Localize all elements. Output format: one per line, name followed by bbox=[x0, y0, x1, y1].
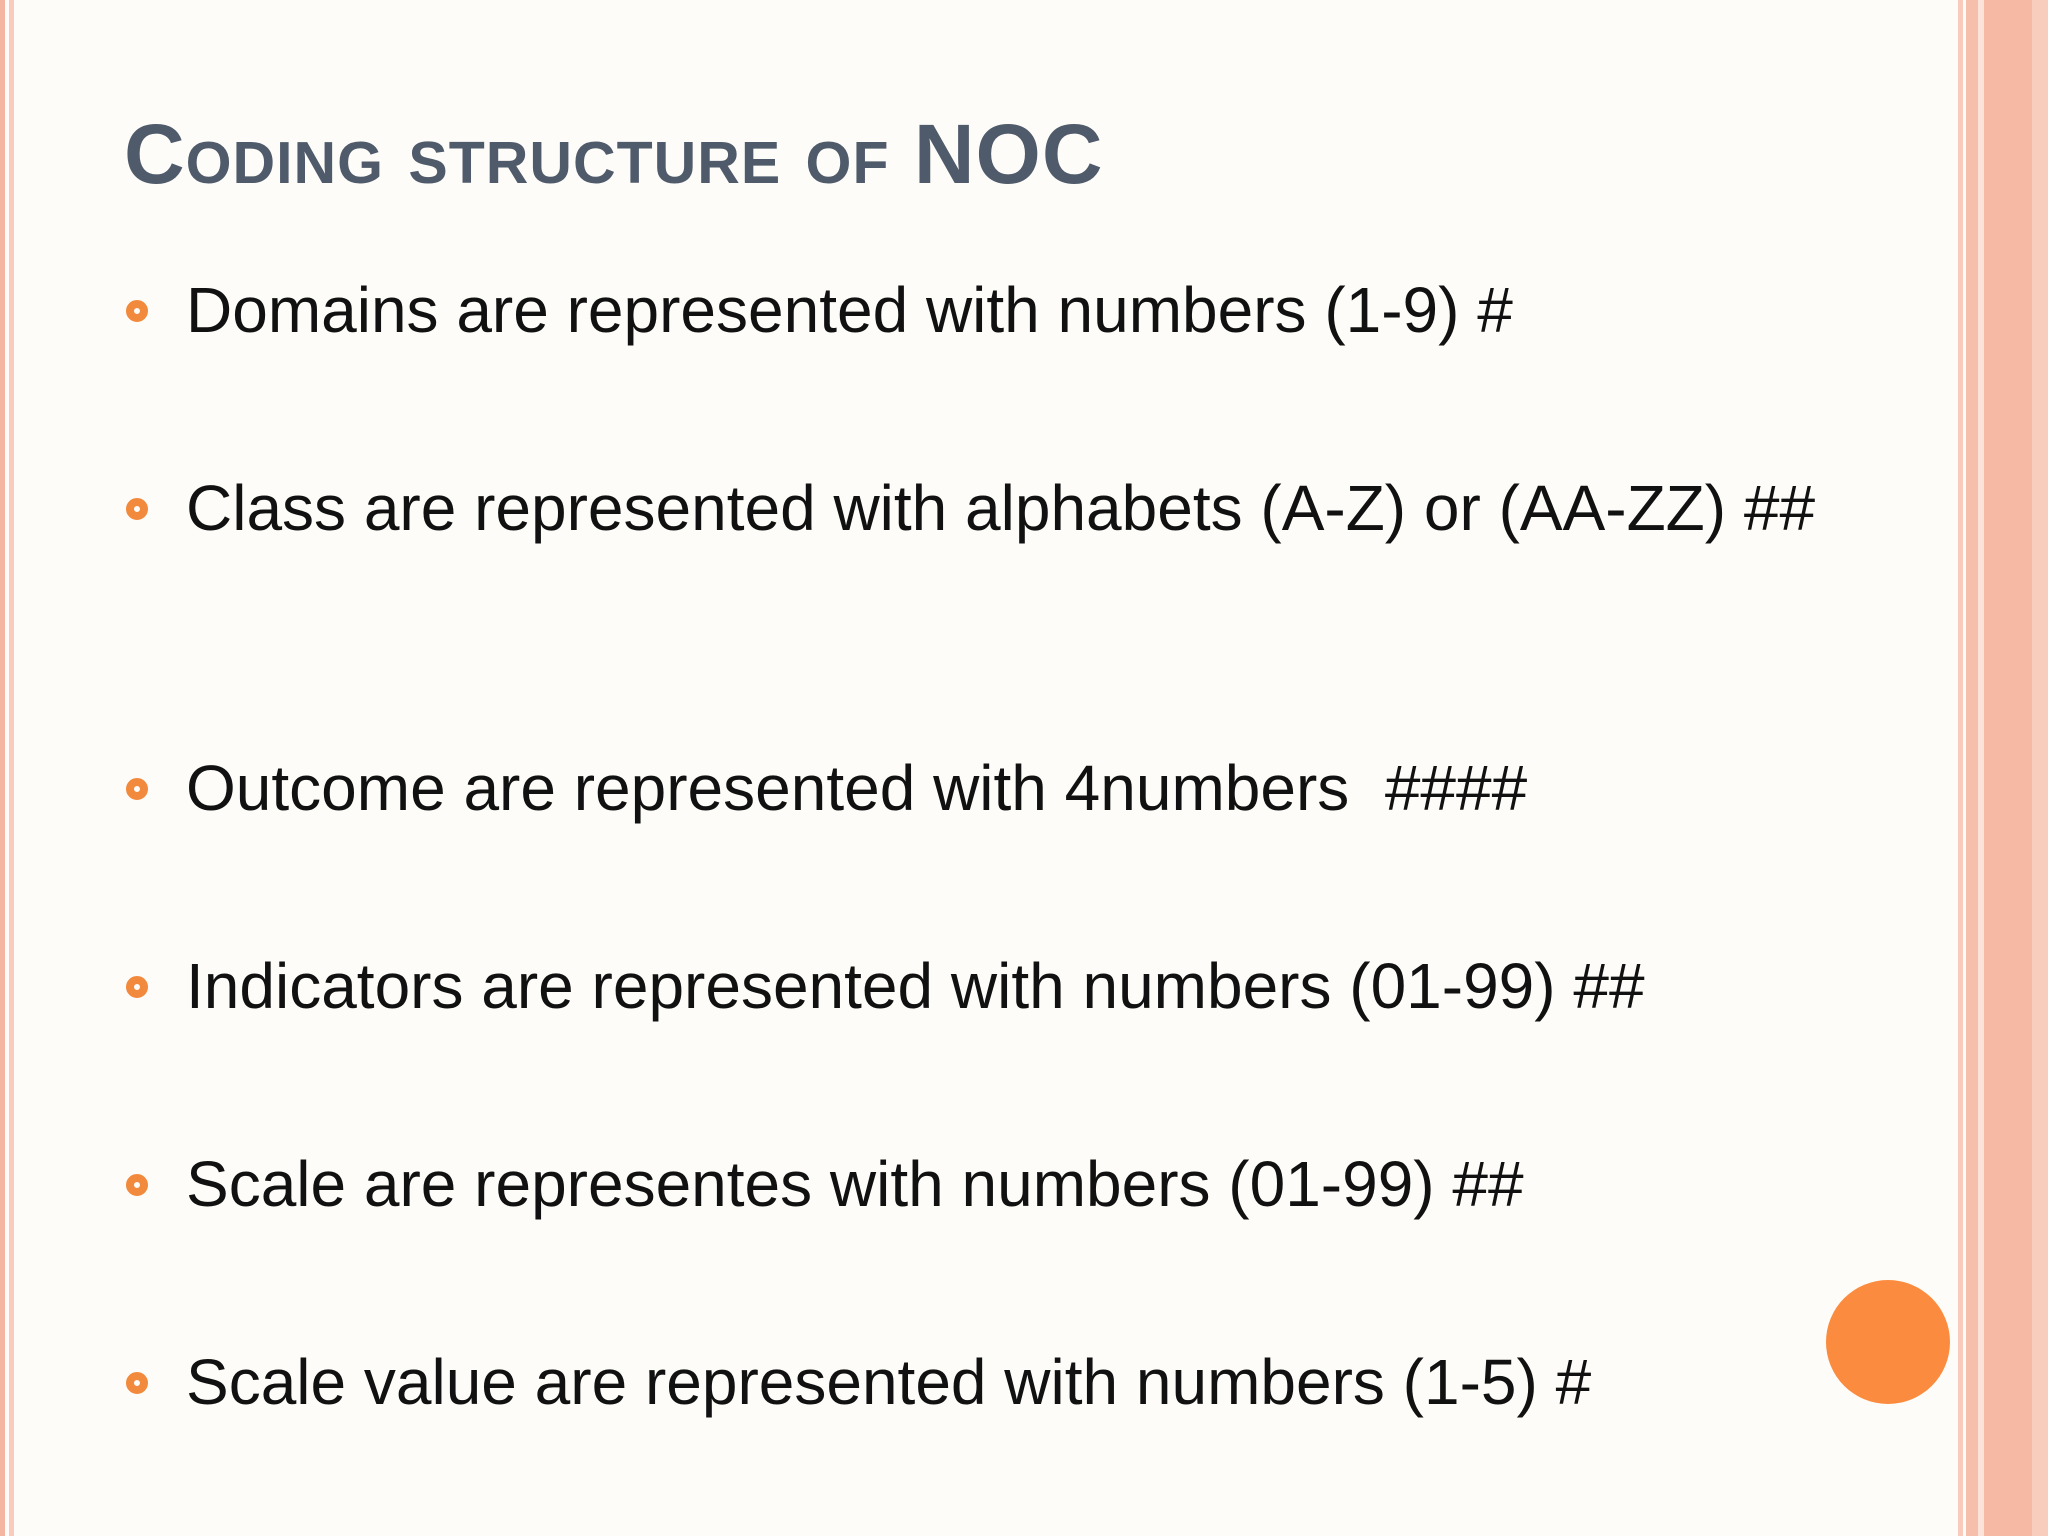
decorative-circle-icon bbox=[1826, 1280, 1950, 1404]
bullet-ring-icon bbox=[126, 1174, 148, 1196]
bullet-text: Scale value are represented with numbers (1-5) # bbox=[186, 1346, 1592, 1418]
bullet-ring-icon bbox=[126, 498, 148, 520]
bullet-ring-icon bbox=[126, 976, 148, 998]
bullet-text: Class are represented with alphabets (A-Z) or (AA-ZZ) ## bbox=[186, 472, 1816, 544]
bullet-ring-icon bbox=[126, 300, 148, 322]
bullet-text: Domains are represented with numbers (1-9) # bbox=[186, 274, 1513, 346]
slide-title: Coding structure of NOC bbox=[124, 107, 1104, 201]
right-border-stripe-wide bbox=[1984, 0, 2032, 1536]
bullet-ring-icon bbox=[126, 1372, 148, 1394]
left-border-stripe-inner bbox=[9, 0, 14, 1536]
right-border-stripe bbox=[1966, 0, 1978, 1536]
left-border-stripe bbox=[0, 0, 5, 1536]
right-border-stripe-thin bbox=[1958, 0, 1963, 1536]
bullet-text: Indicators are represented with numbers (01-99) ## bbox=[186, 950, 1645, 1022]
bullet-ring-icon bbox=[126, 778, 148, 800]
bullet-text: Outcome are represented with 4numbers #### bbox=[186, 752, 1528, 824]
right-border-stripe-edge bbox=[2032, 0, 2048, 1536]
bullet-text: Scale are representes with numbers (01-99) ## bbox=[186, 1148, 1524, 1220]
